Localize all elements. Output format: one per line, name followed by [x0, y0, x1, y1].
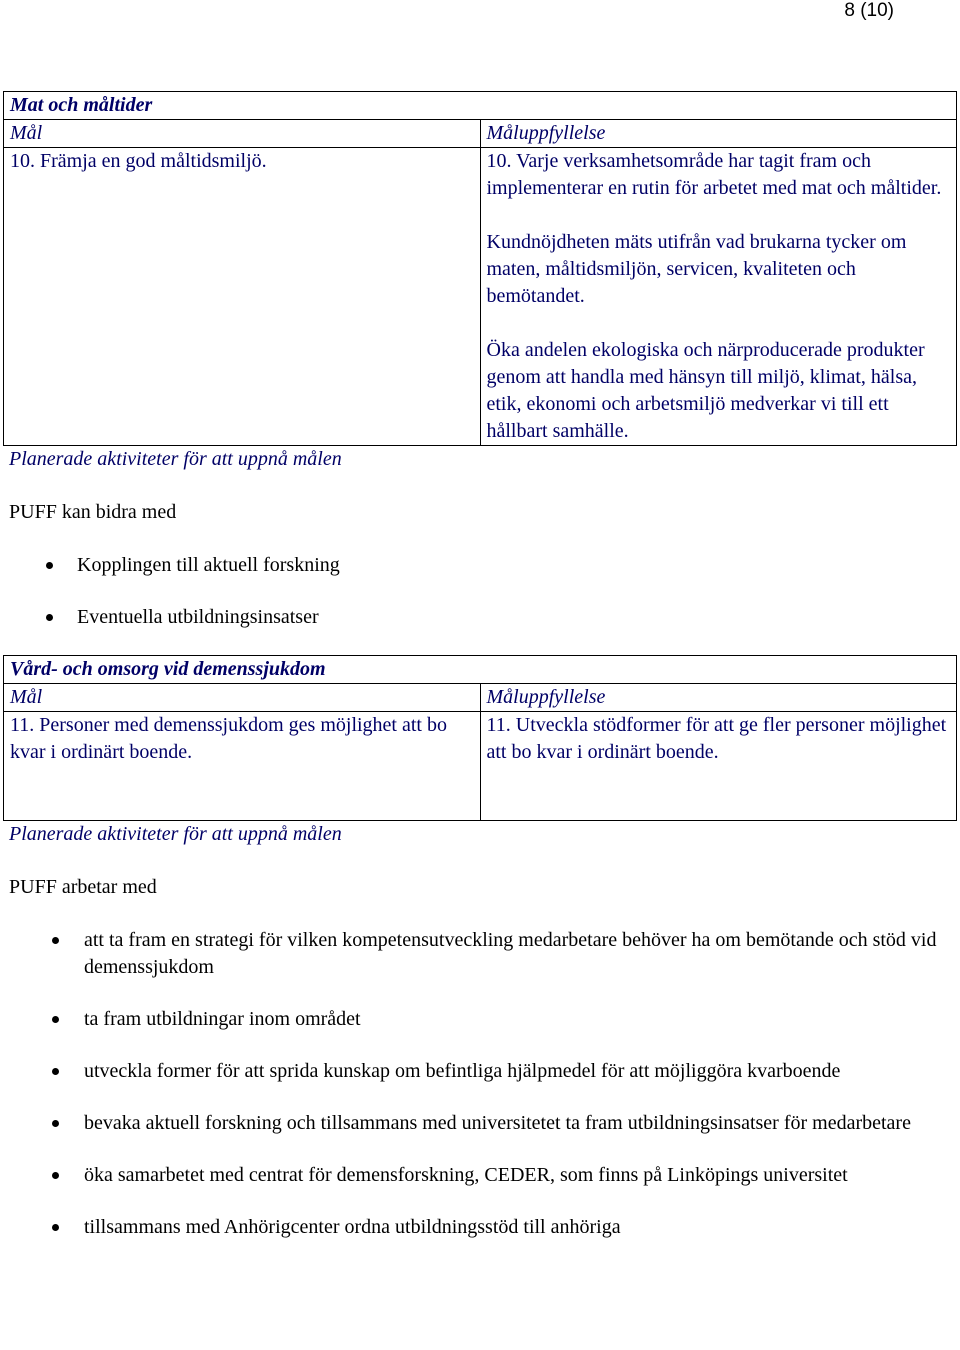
bullet-icon — [52, 1224, 59, 1231]
bullet-icon — [52, 937, 59, 944]
bullet-icon — [52, 1016, 59, 1023]
fulfillment-column-header: Måluppfyllelse — [480, 684, 957, 712]
list-item-text: Eventuella utbildningsinsatser — [77, 606, 319, 628]
activity-list — [3, 552, 957, 631]
section-title: Vård- och omsorg vid demenssjukdom — [4, 656, 957, 684]
bullet-icon — [52, 1120, 59, 1127]
fulfillment-number: 10. — [486, 150, 512, 172]
section-mat-och-maltider — [3, 91, 957, 631]
goal-text: Personer med demenssjukdom ges möjlighet att bo kvar i ordinärt boende. — [10, 714, 447, 763]
planned-activities-heading: Planerade aktiviteter för att uppnå målen — [9, 448, 342, 470]
fulfillment-number: 11. — [486, 714, 511, 736]
goal-column-header: Mål — [4, 684, 481, 712]
goal-cell — [4, 712, 481, 821]
fulfillment-cell — [480, 148, 957, 446]
goal-table-mat — [3, 91, 957, 446]
list-item-text: ta fram utbildningar inom området — [84, 1008, 361, 1030]
list-item — [3, 1058, 957, 1085]
list-item — [3, 927, 957, 981]
page-number: 8 (10) — [844, 0, 894, 21]
goal-table-demens — [3, 655, 957, 821]
planned-activities-heading: Planerade aktiviteter för att uppnå målen — [9, 823, 342, 845]
bullet-icon — [46, 562, 53, 569]
list-item — [3, 1006, 957, 1033]
goal-column-header: Mål — [4, 120, 481, 148]
activity-list — [3, 927, 957, 1241]
list-item — [3, 604, 957, 631]
list-item-text: tillsammans med Anhörigcenter ordna utbildningsstöd till anhöriga — [84, 1216, 621, 1238]
list-item — [3, 1214, 957, 1241]
goal-number: 10. — [10, 150, 35, 172]
goal-cell — [4, 148, 481, 446]
bullet-icon — [52, 1172, 59, 1179]
list-item-text: Kopplingen till aktuell forskning — [77, 554, 340, 576]
bullet-icon — [46, 614, 53, 621]
list-item-text: bevaka aktuell forskning och tillsammans med universitetet ta fram utbildningsinsatser för medarbetare — [84, 1112, 911, 1134]
bullet-icon — [52, 1068, 59, 1075]
fulfillment-cell — [480, 712, 957, 821]
goal-text: Främja en god måltidsmiljö. — [40, 150, 267, 172]
list-item-text: utveckla former för att sprida kunskap om befintliga hjälpmedel för att möjliggöra kvarboende — [84, 1060, 841, 1082]
section-title: Mat och måltider — [4, 92, 957, 120]
puff-subheading: PUFF kan bidra med — [9, 501, 177, 523]
fulfillment-column-header: Måluppfyllelse — [480, 120, 957, 148]
list-item — [3, 1162, 957, 1189]
list-item — [3, 552, 957, 579]
list-item-text: öka samarbetet med centrat för demensforskning, CEDER, som finns på Linköpings universitet — [84, 1164, 848, 1186]
list-item — [3, 1110, 957, 1137]
fulfillment-paragraph: Kundnöjdheten mäts utifrån vad brukarna tycker om maten, måltidsmiljön, servicen, kvaliteten och bemötandet. — [486, 231, 907, 307]
fulfillment-paragraph: Öka andelen ekologiska och närproducerade produkter genom att handla med hänsyn till miljö, klimat, hälsa, etik, ekonomi och arbetsmiljö medverkar vi till ett hållbart samhälle. — [486, 339, 925, 442]
fulfillment-text: Utveckla stödformer för att ge fler personer möjlighet att bo kvar i ordinärt boende. — [486, 714, 947, 763]
list-item-text: att ta fram en strategi för vilken kompetensutveckling medarbetare behöver ha om bemötande och stöd vid demenssjukdom — [84, 929, 937, 978]
goal-number: 11. — [10, 714, 35, 736]
puff-subheading: PUFF arbetar med — [9, 876, 157, 898]
fulfillment-paragraph: Varje verksamhetsområde har tagit fram och implementerar en rutin för arbetet med mat och måltider. — [486, 150, 942, 199]
section-vard-och-omsorg — [3, 655, 957, 1241]
